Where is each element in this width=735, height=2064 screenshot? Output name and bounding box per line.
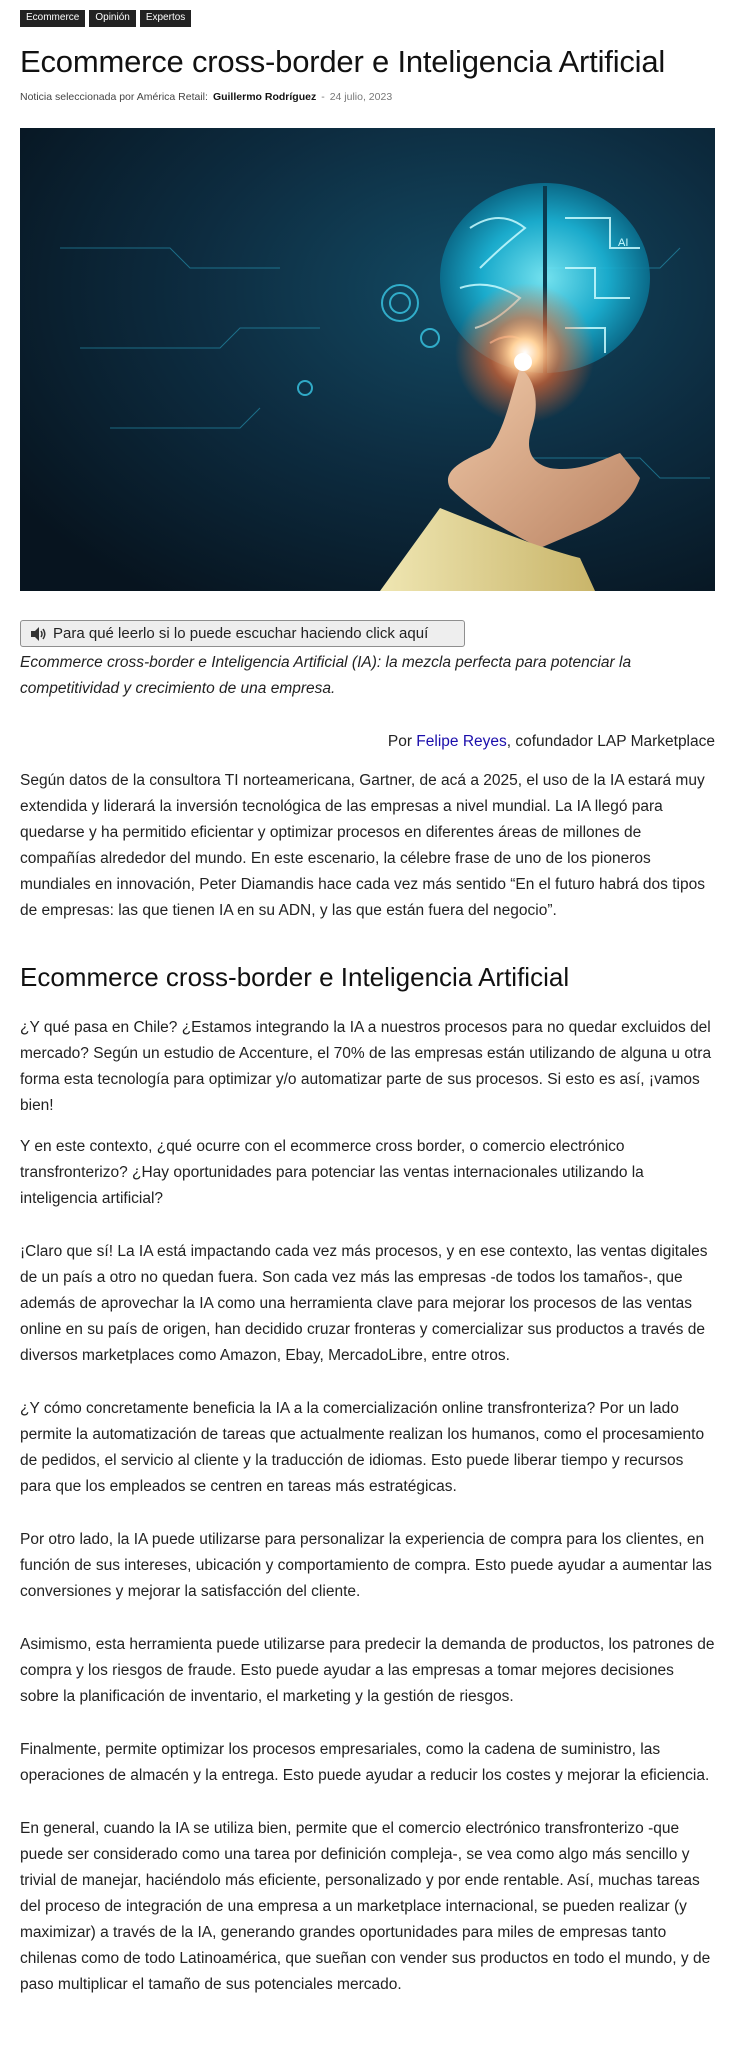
- byline-suffix: , cofundador LAP Marketplace: [506, 733, 715, 750]
- body-paragraph: En general, cuando la IA se utiliza bien, permite que el comercio electrónico transfronterizo -que puede ser considerado como una tarea por definición compleja-, se vea como algo más sencillo y trivial de manejar, haciéndolo más eficiente, personalizado y por ende rentable. Así, muchas tareas del proceso de integración de una empresa a un marketplace internacional, se pueden realizar (y maximizar) a través de la IA, generando grandes oportunidades para miles de empresas tanto chilenas como de todo Latinoamérica, que sueñan con vender sus productos en todo el mundo, y de paso multiplicar el tamaño de sus potenciales mercado.: [20, 1820, 711, 1993]
- body-paragraph: Y en este contexto, ¿qué ocurre con el ecommerce cross border, o comercio electrónico transfronterizo? ¿Hay oportunidades para potenciar las ventas internacionales utilizando la inteligencia artificial?: [20, 1138, 644, 1207]
- article-body: [20, 768, 715, 1998]
- tag-opinion[interactable]: Opinión: [89, 10, 135, 27]
- publish-date: 24 julio, 2023: [329, 91, 393, 103]
- intro-paragraph: Según datos de la consultora TI norteamericana, Gartner, de acá a 2025, el uso de la IA estará muy extendida y liderará la inversión tecnológica de las empresas a nivel mundial. La IA llegó para quedarse y ha permitido eficientar y optimizar procesos en diferentes áreas de millones de compañías alrededor del mundo. En este escenario, la célebre frase de uno de los pioneros mundiales en innovación, Peter Diamandis hace cada vez más sentido “En el futuro habrá dos tipos de empresas: las que tienen IA en su ADN, y las que están fuera del negocio”.: [20, 772, 705, 919]
- body-paragraph: ¿Y cómo concretamente beneficia la IA a la comercialización online transfronteriza? Por un lado permite la automatización de tareas que actualmente realizan los humanos, como el procesamiento de pedidos, el servicio al cliente y la traducción de idiomas. Esto puede liberar tiempo y recursos para que los empleados se centren en tareas más estratégicas.: [20, 1400, 705, 1495]
- meta-separator: -: [321, 91, 325, 103]
- category-tags: [20, 10, 715, 27]
- body-paragraph: ¡Claro que sí! La IA está impactando cada vez más procesos, y en ese contexto, las ventas digitales de un país a otro no quedan fuera. Son cada vez más las empresas -de todos los tamaños-, que además de aprovechar la IA como una herramienta clave para mejorar los procesos de las ventas online en su país de origen, han decidido cruzar fronteras y comercializar sus productos a través de diversos marketplaces como Amazon, Ebay, MercadoLibre, entre otros.: [20, 1243, 708, 1364]
- speaker-icon: [29, 626, 47, 642]
- author-link[interactable]: Guillermo Rodríguez: [212, 91, 317, 103]
- article-meta: [20, 91, 715, 103]
- body-paragraph: ¿Y qué pasa en Chile? ¿Estamos integrando la IA a nuestros procesos para no quedar excluidos del mercado? Según un estudio de Accenture, el 70% de las empresas están utilizando de alguna u otra forma esta tecnología para optimizar y/o automatizar parte de sus procesos. Si esto es así, ¡vamos bien!: [20, 1019, 712, 1114]
- article-lead: Ecommerce cross-border e Inteligencia Artificial (IA): la mezcla perfecta para potenciar la competitividad y crecimiento de una empresa.: [20, 654, 632, 697]
- byline-author-link[interactable]: Felipe Reyes: [416, 733, 507, 750]
- tag-expertos[interactable]: Expertos: [140, 10, 191, 27]
- body-paragraph: Finalmente, permite optimizar los procesos empresariales, como la cadena de suministro, las operaciones de almacén y la entrega. Esto puede ayudar a reducir los costes y mejorar la eficiencia.: [20, 1741, 710, 1784]
- hero-image: [20, 128, 715, 591]
- tag-ecommerce[interactable]: Ecommerce: [20, 10, 85, 27]
- body-paragraph: Por otro lado, la IA puede utilizarse para personalizar la experiencia de compra para los clientes, en función de sus intereses, ubicación y comportamiento de compra. Esto puede ayudar a aumentar las conversiones y mejorar la satisfacción del cliente.: [20, 1531, 712, 1600]
- section-heading: Ecommerce cross-border e Inteligencia Artificial: [20, 962, 570, 992]
- byline-prefix: Por: [387, 733, 412, 750]
- listen-audio-button[interactable]: [20, 620, 465, 647]
- ai-label: AI: [618, 237, 629, 249]
- listen-audio-label: Para qué leerlo si lo puede escuchar haciendo click aquí: [53, 625, 429, 642]
- ai-brain-hand-illustration: [20, 128, 715, 591]
- meta-prefix: Noticia seleccionada por América Retail:: [20, 91, 208, 103]
- byline: [20, 729, 715, 755]
- body-paragraph: Asimismo, esta herramienta puede utilizarse para predecir la demanda de productos, los patrones de compra y los riesgos de fraude. Esto puede ayudar a las empresas a tomar mejores decisiones sobre la planificación de inventario, el marketing y la gestión de riesgos.: [20, 1636, 715, 1705]
- page-title: Ecommerce cross-border e Inteligencia Artificial: [20, 44, 666, 79]
